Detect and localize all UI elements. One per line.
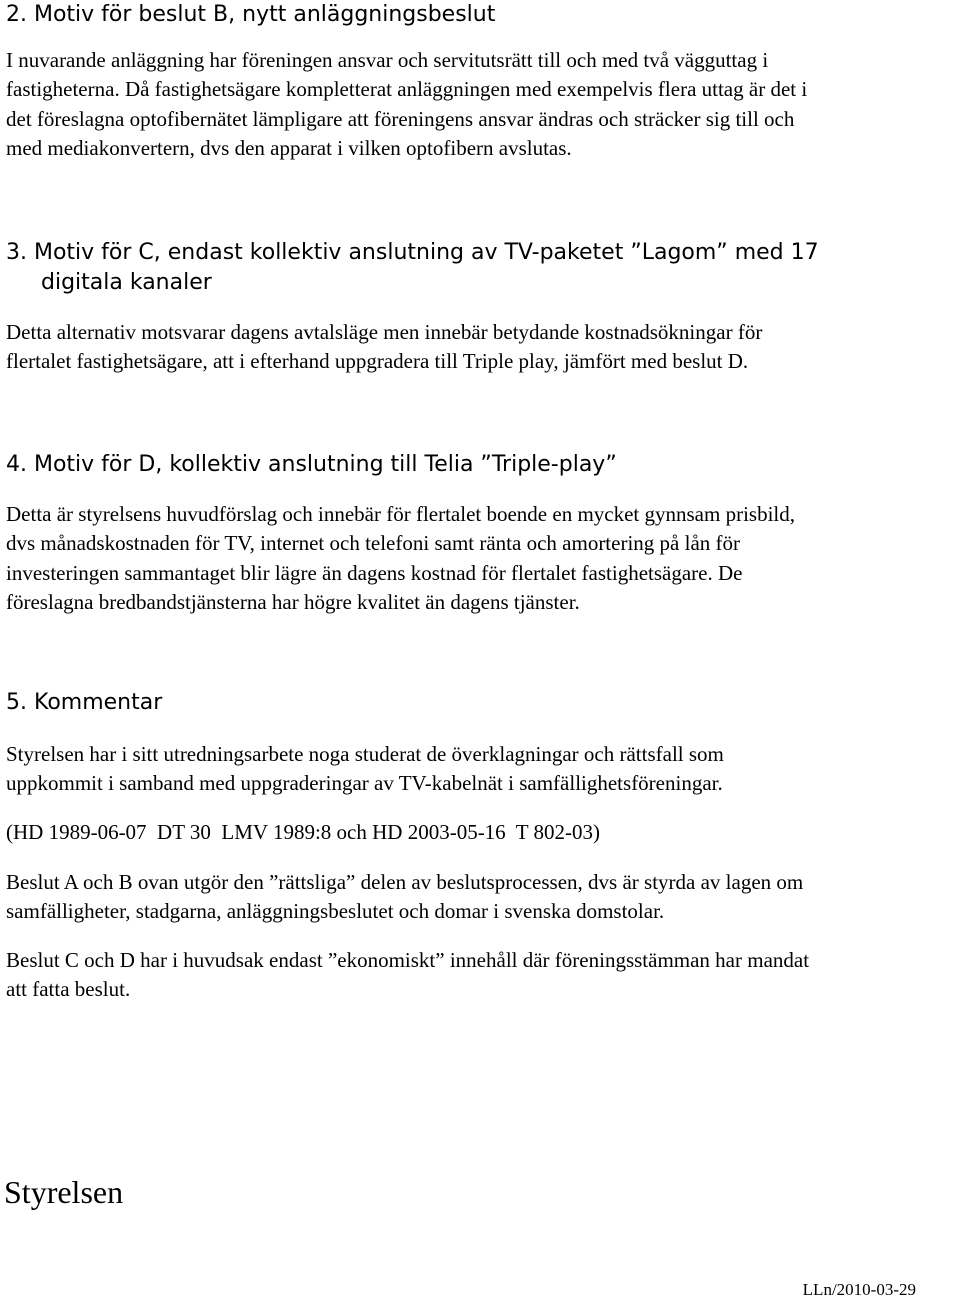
section-2-line: fastigheterna. Då fastighetsägare kompletterat anläggningen med exempelvis flera uttag är det i [6,77,808,102]
section-4-line: investeringen sammantaget blir lägre än dagens kostnad för flertalet fastighetsägare. De [6,560,743,585]
section-5-paragraph-1 [6,740,956,799]
section-3-heading-line: digitala kanaler [41,270,212,295]
section-4-paragraph [6,500,956,617]
section-5-line: att fatta beslut. [6,977,131,1002]
section-5-citation [6,818,956,847]
section-5-line: Beslut C och D har i huvudsak endast ”ekonomiskt” innehåll där föreningsstämman har mandat [6,948,810,972]
section-2-line: det föreslagna optofibernätet lämpligare att föreningens ansvar ändras och sträcker sig till och [6,106,795,131]
section-5-paragraph-2 [6,868,956,927]
section-2-heading: 2. Motiv för beslut B, nytt anläggningsbeslut [6,2,496,27]
section-3-heading [6,238,819,298]
section-5-paragraph-3 [6,946,956,1005]
section-5-line: samfälligheter, stadgarna, anläggningsbeslutet och domar i svenska domstolar. [6,899,665,924]
section-5-line: uppkommit i samband med uppgraderingar av TV-kabelnät i samfällighetsföreningar. [6,771,723,796]
section-2-line: med mediakonvertern, dvs den apparat i vilken optofibern avslutas. [6,135,572,160]
section-3-line: Detta alternativ motsvarar dagens avtalsläge men innebär betydande kostnadsökningar för [6,320,763,344]
section-5-heading: 5. Kommentar [6,690,163,715]
section-4-heading: 4. Motiv för D, kollektiv anslutning till Telia ”Triple-play” [6,452,617,477]
section-3-heading-line: 3. Motiv för C, endast kollektiv anslutning av TV-paketet ”Lagom” med 17 [6,240,819,265]
section-3-paragraph [6,318,956,377]
citation-line: (HD 1989-06-07 DT 30 LMV 1989:8 och HD 2003-05-16 T 802-03) [6,820,600,844]
section-3-line: flertalet fastighetsägare, att i efterhand uppgradera till Triple play, jämfört med beslut D. [6,349,749,374]
section-2-paragraph [6,46,956,163]
section-2-line: I nuvarande anläggning har föreningen ansvar och servitutsrätt till och med två vägguttag i [6,48,769,72]
section-4-line: Detta är styrelsens huvudförslag och innebär för flertalet boende en mycket gynnsam prisbild, [6,502,796,526]
signature: Styrelsen [4,1174,124,1210]
section-5-line: Beslut A och B ovan utgör den ”rättsliga” delen av beslutsprocessen, dvs är styrda av lagen om [6,870,804,894]
section-4-line: dvs månadskostnaden för TV, internet och telefoni samt ränta och amortering på lån för [6,531,741,556]
section-5-line: Styrelsen har i sitt utredningsarbete noga studerat de överklagningar och rättsfall som [6,742,724,766]
section-4-line: föreslagna bredbandstjänsterna har högre kvalitet än dagens tjänster. [6,589,580,614]
footer-date: LLn/2010-03-29 [802,1280,916,1299]
